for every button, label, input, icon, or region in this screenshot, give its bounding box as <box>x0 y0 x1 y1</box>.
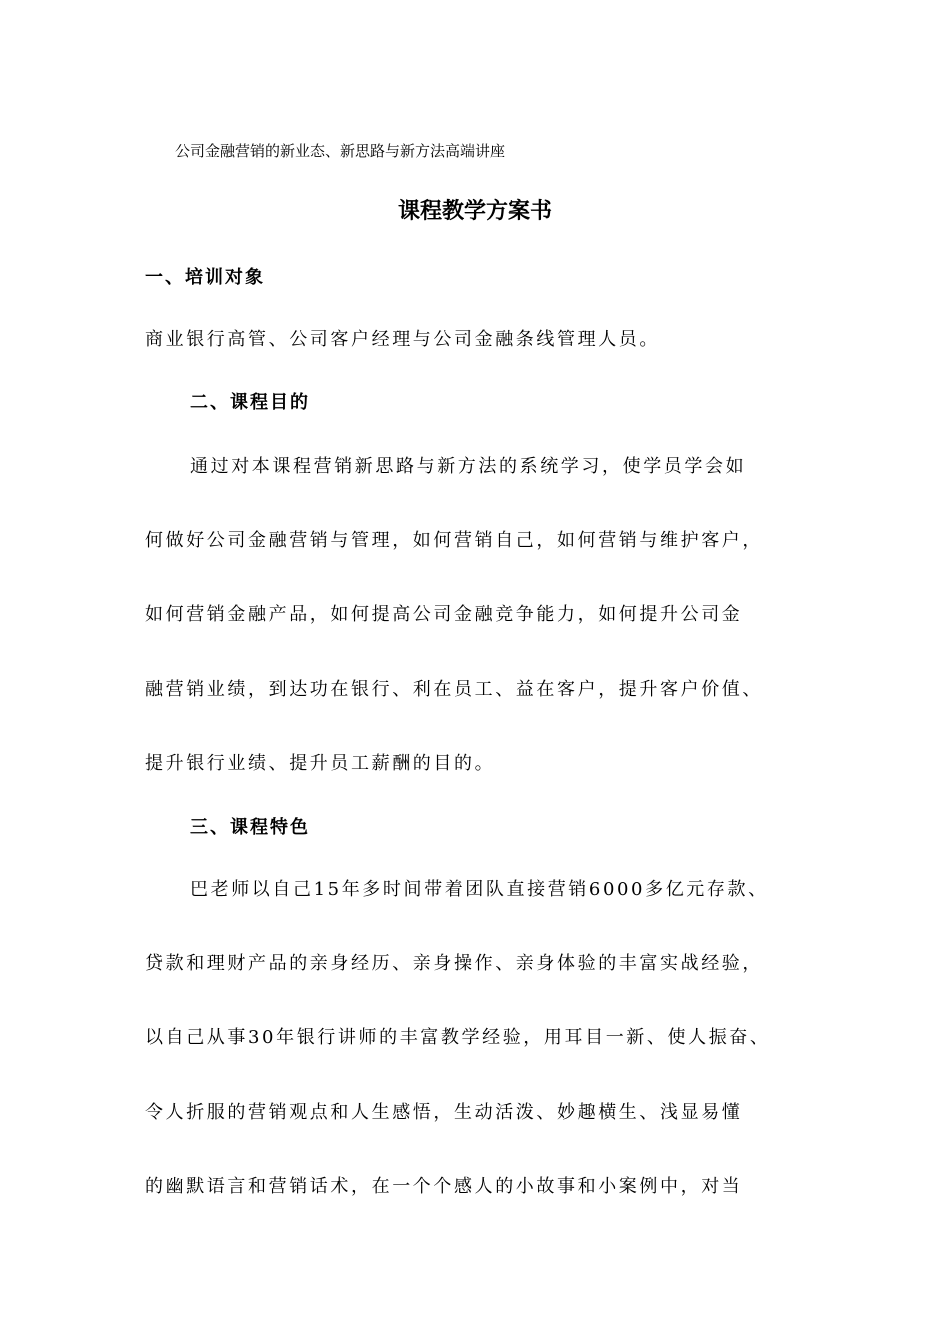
paragraph-line: 以自己从事30年银行讲师的丰富教学经验，用耳目一新、使人振奋、 <box>145 1027 771 1048</box>
paragraph-line: 通过对本课程营销新思路与新方法的系统学习，使学员学会如 <box>190 456 747 477</box>
paragraph-line: 商业银行高管、公司客户经理与公司金融条线管理人员。 <box>145 329 660 350</box>
section-heading-features: 三、课程特色 <box>190 817 310 838</box>
paragraph-line: 融营销业绩，到达功在银行、利在员工、益在客户，提升客户价值、 <box>145 679 763 700</box>
section-heading-audience: 一、培训对象 <box>145 267 265 288</box>
document-header: 公司金融营销的新业态、新思路与新方法高端讲座 <box>175 142 506 160</box>
paragraph-line: 巴老师以自己15年多时间带着团队直接营销6000多亿元存款、 <box>190 879 769 900</box>
paragraph-line: 的幽默语言和营销话术，在一个个感人的小故事和小案例中，对当 <box>145 1176 743 1197</box>
section-heading-purpose: 二、课程目的 <box>190 392 310 413</box>
paragraph-line: 提升银行业绩、提升员工薪酬的目的。 <box>145 753 496 774</box>
paragraph-line: 贷款和理财产品的亲身经历、亲身操作、亲身体验的丰富实战经验， <box>145 953 763 974</box>
document-title: 课程教学方案书 <box>397 199 552 224</box>
paragraph-line: 令人折服的营销观点和人生感悟，生动活泼、妙趣横生、浅显易懂 <box>145 1102 743 1123</box>
paragraph-line: 何做好公司金融营销与管理，如何营销自己，如何营销与维护客户， <box>145 530 763 551</box>
paragraph-line: 如何营销金融产品，如何提高公司金融竞争能力，如何提升公司金 <box>145 604 743 625</box>
